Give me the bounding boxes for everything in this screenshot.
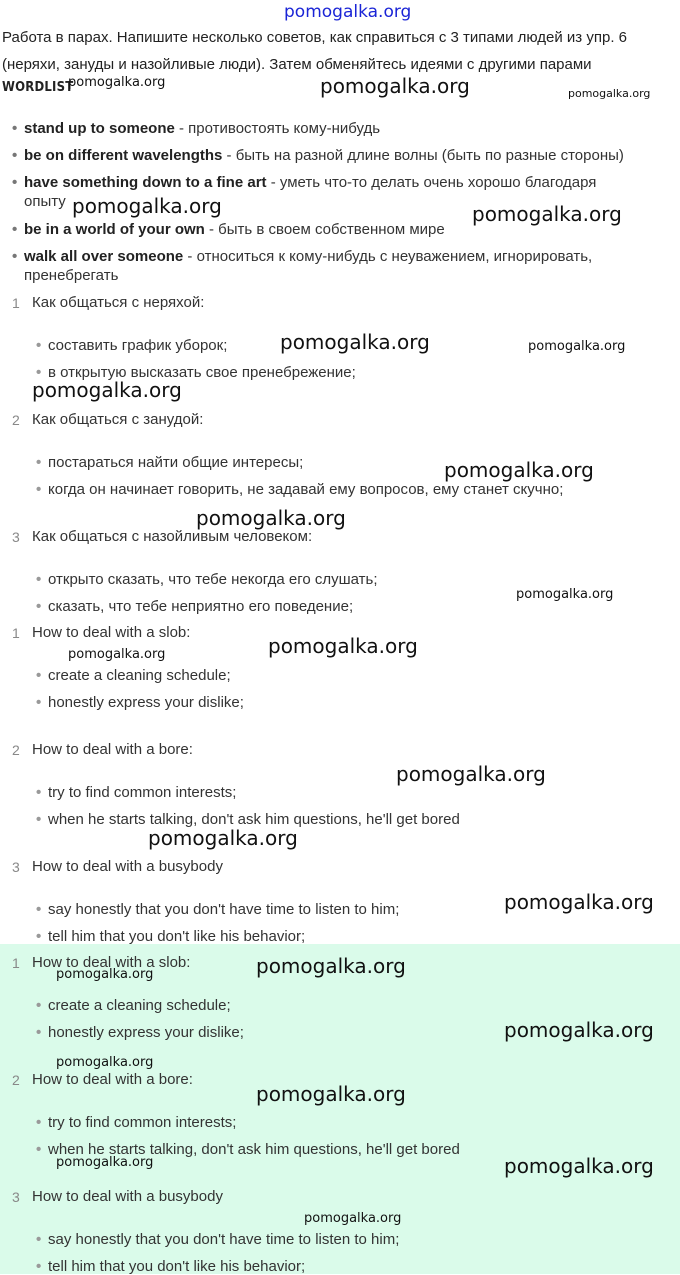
answer-item: • try to find common interests; xyxy=(36,1114,237,1131)
answer-item: • в открытую высказать свое пренебрежение; xyxy=(36,364,356,381)
question-number: 2 xyxy=(12,412,20,428)
question-number: 1 xyxy=(12,955,20,971)
question-number: 2 xyxy=(12,742,20,758)
watermark: pomogalka.org xyxy=(256,1082,406,1106)
wordlist-item xyxy=(12,147,624,164)
bullet-icon: • xyxy=(36,454,42,471)
watermark: pomogalka.org xyxy=(280,330,430,354)
question-title: How to deal with a slob: xyxy=(32,624,191,641)
bullet-icon: • xyxy=(36,1114,42,1131)
wordlist-translation-continued: опыту xyxy=(24,193,66,210)
watermark: pomogalka.org xyxy=(504,1154,654,1178)
answer-item: • when he starts talking, don't ask him questions, he'll get bored xyxy=(36,1141,460,1158)
watermark: pomogalka.org xyxy=(472,202,622,226)
answer-item: • create a cleaning schedule; xyxy=(36,667,231,684)
bullet-icon: • xyxy=(36,1141,42,1158)
bullet-icon: • xyxy=(36,1258,42,1275)
question-number: 3 xyxy=(12,529,20,545)
answer-item: • say honestly that you don't have time to listen to him; xyxy=(36,901,400,918)
question-number: 3 xyxy=(12,859,20,875)
bullet-icon: • xyxy=(12,174,18,191)
bullet-icon: • xyxy=(36,481,42,498)
wordlist-term: be in a world of your own xyxy=(24,221,205,238)
task-text-line-2: (неряхи, зануды и назойливые люди). Затем обменяйтесь идеями с другими парами xyxy=(2,56,592,73)
watermark: pomogalka.org xyxy=(396,762,546,786)
question-title: Как общаться с неряхой: xyxy=(32,294,205,311)
answer-item: • create a cleaning schedule; xyxy=(36,997,231,1014)
answer-item: • когда он начинает говорить, не задавай ему вопросов, ему станет скучно; xyxy=(36,481,564,498)
wordlist-term: have something down to a fine art xyxy=(24,174,267,191)
wordlist-translation: - быть на разной длине волны (быть по разные стороны) xyxy=(222,147,624,164)
wordlist-title: WORDLIST xyxy=(2,80,74,95)
watermark: pomogalka.org xyxy=(528,339,626,354)
bullet-icon: • xyxy=(12,120,18,137)
question-number: 1 xyxy=(12,295,20,311)
bullet-icon: • xyxy=(36,928,42,945)
bullet-icon: • xyxy=(36,1231,42,1248)
bullet-icon: • xyxy=(12,248,18,265)
watermark: pomogalka.org xyxy=(320,74,470,98)
bullet-icon: • xyxy=(36,811,42,828)
bullet-icon: • xyxy=(36,784,42,801)
watermark: pomogalka.org xyxy=(56,1155,154,1170)
watermark: pomogalka.org xyxy=(148,826,298,850)
wordlist-term: be on different wavelengths xyxy=(24,147,223,164)
watermark: pomogalka.org xyxy=(196,506,346,530)
bullet-icon: • xyxy=(36,1024,42,1041)
watermark: pomogalka.org xyxy=(568,87,651,100)
watermark: pomogalka.org xyxy=(72,194,222,218)
bullet-icon: • xyxy=(12,221,18,238)
site-header-link[interactable]: pomogalka.org xyxy=(284,2,412,22)
answer-item: • honestly express your dislike; xyxy=(36,1024,244,1041)
bullet-icon: • xyxy=(36,997,42,1014)
watermark: pomogalka.org xyxy=(444,458,594,482)
answer-item: • say honestly that you don't have time to listen to him; xyxy=(36,1231,400,1248)
bullet-icon: • xyxy=(36,901,42,918)
watermark: pomogalka.org xyxy=(504,890,654,914)
answer-item: • honestly express your dislike; xyxy=(36,694,244,711)
question-title: How to deal with a bore: xyxy=(32,741,193,758)
question-title: Как общаться с назойливым человеком: xyxy=(32,528,313,545)
bullet-icon: • xyxy=(36,667,42,684)
bullet-icon: • xyxy=(36,694,42,711)
question-number: 2 xyxy=(12,1072,20,1088)
watermark: pomogalka.org xyxy=(32,378,182,402)
question-number: 1 xyxy=(12,625,20,641)
wordlist-translation-continued: пренебрегать xyxy=(24,267,119,284)
question-title: How to deal with a busybody xyxy=(32,858,223,875)
wordlist-item xyxy=(12,174,596,191)
wordlist-item xyxy=(12,221,445,238)
question-number: 3 xyxy=(12,1189,20,1205)
bullet-icon: • xyxy=(12,147,18,164)
task-text-line-1: Работа в парах. Напишите несколько советов, как справиться с 3 типами людей из упр. 6 xyxy=(2,29,627,46)
bullet-icon: • xyxy=(36,571,42,588)
answer-item: • tell him that you don't like his behavior; xyxy=(36,1258,306,1275)
answer-item: • try to find common interests; xyxy=(36,784,237,801)
watermark: pomogalka.org xyxy=(304,1211,402,1226)
answer-item: • when he starts talking, don't ask him questions, he'll get bored xyxy=(36,811,460,828)
watermark: pomogalka.org xyxy=(256,954,406,978)
wordlist-translation: - относиться к кому-нибудь с неуважением, игнорировать, xyxy=(183,248,593,265)
answer-item: • открыто сказать, что тебе некогда его слушать; xyxy=(36,571,378,588)
wordlist-translation: - противостоять кому-нибудь xyxy=(174,120,381,137)
answer-block-background xyxy=(0,944,680,1274)
wordlist-item xyxy=(12,248,592,265)
question-title: How to deal with a busybody xyxy=(32,1188,223,1205)
wordlist-term: walk all over someone xyxy=(24,248,184,265)
watermark: pomogalka.org xyxy=(516,587,614,602)
watermark: pomogalka.org xyxy=(504,1018,654,1042)
wordlist-term: stand up to someone xyxy=(24,120,175,137)
answer-item: • постараться найти общие интересы; xyxy=(36,454,304,471)
watermark: pomogalka.org xyxy=(68,647,166,662)
bullet-icon: • xyxy=(36,337,42,354)
wordlist-translation: - уметь что-то делать очень хорошо благодаря xyxy=(266,174,597,191)
bullet-icon: • xyxy=(36,364,42,381)
watermark: pomogalka.org xyxy=(56,1055,154,1070)
question-title: Как общаться с занудой: xyxy=(32,411,204,428)
wordlist-item xyxy=(12,120,380,137)
question-title: How to deal with a bore: xyxy=(32,1071,193,1088)
wordlist-translation: - быть в своем собственном мире xyxy=(204,221,445,238)
answer-item: • tell him that you don't like his behavior; xyxy=(36,928,306,945)
answer-item: • сказать, что тебе неприятно его поведение; xyxy=(36,598,354,615)
watermark: pomogalka.org xyxy=(268,634,418,658)
watermark: pomogalka.org xyxy=(68,75,166,90)
watermark: pomogalka.org xyxy=(56,967,154,982)
question-title: How to deal with a slob: xyxy=(32,954,191,971)
answer-item: • составить график уборок; xyxy=(36,337,228,354)
bullet-icon: • xyxy=(36,598,42,615)
